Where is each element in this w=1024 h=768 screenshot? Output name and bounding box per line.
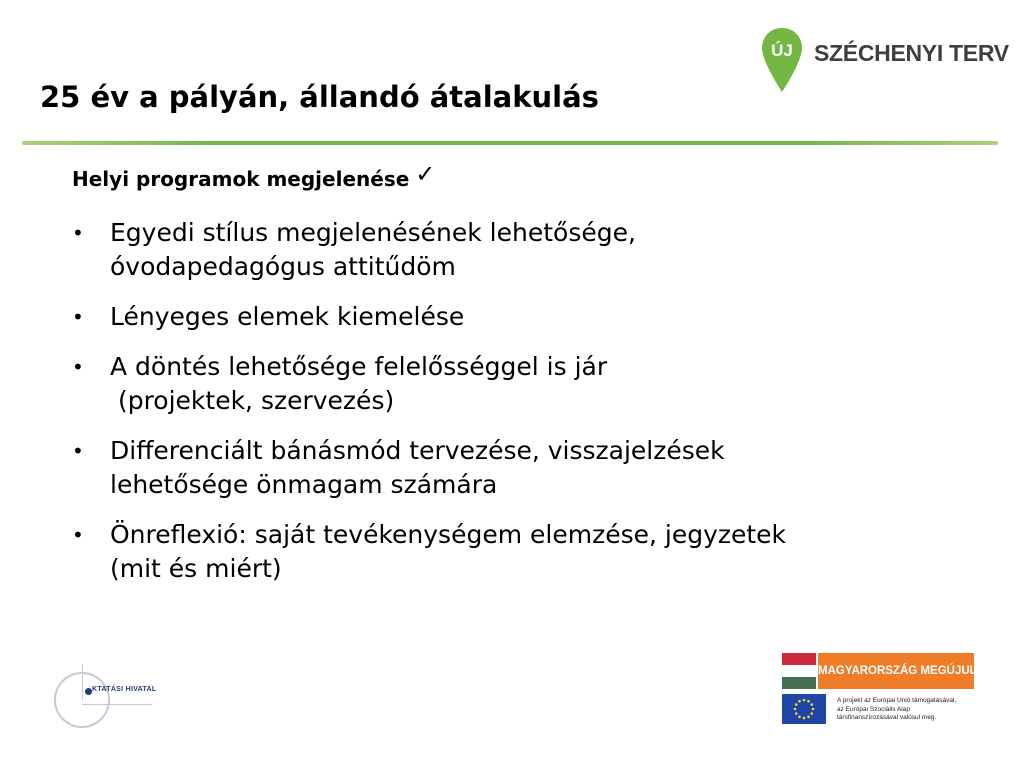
list-item xyxy=(70,350,980,418)
logo-vertical-line xyxy=(82,664,83,700)
eu-star-icon xyxy=(803,699,806,702)
location-pin-icon xyxy=(760,26,804,94)
szechenyi-terv-logo xyxy=(760,26,1009,96)
eu-star-icon xyxy=(812,708,815,711)
bullet-list xyxy=(70,216,980,602)
eu-star-icon xyxy=(807,700,810,703)
logo-dot-icon xyxy=(85,688,92,695)
title-divider xyxy=(22,141,998,145)
eu-star-icon xyxy=(810,712,813,715)
eu-star-icon xyxy=(795,703,798,706)
subheading-text: Helyi programok megjelenése xyxy=(72,167,410,191)
pin-text: ÚJ xyxy=(771,41,793,60)
list-item-line: • Önreflexió: saját tevékenységem elemzése, jegyzetek xyxy=(110,520,787,549)
oktatasi-hivatal-logo xyxy=(52,664,162,734)
checkmark-icon: ✓ xyxy=(415,160,436,188)
list-item xyxy=(70,216,980,284)
list-item-line: lehetősége önmagam számára xyxy=(110,470,498,499)
mm-banner-label: MAGYARORSZÁG MEGÚJUL xyxy=(818,653,974,689)
magyarorszag-megujul-banner xyxy=(782,653,977,689)
list-item-line: • A döntés lehetősége felelősséggel is jár xyxy=(110,352,608,381)
eu-funding-notice xyxy=(782,694,982,728)
list-item-line: • Egyedi stílus megjelenésének lehetősége, xyxy=(110,218,636,247)
eu-text-line: az Európai Szociális Alap xyxy=(837,705,910,713)
list-item-line: • Differenciált bánásmód tervezése, visszajelzések xyxy=(110,436,725,465)
list-item xyxy=(70,518,980,586)
list-item-line: (mit és miért) xyxy=(110,554,282,583)
list-item xyxy=(70,300,980,334)
subheading xyxy=(72,160,436,192)
eu-star-icon xyxy=(794,708,797,711)
eu-text-line: társfinanszírozásával valósul meg. xyxy=(837,714,937,721)
eu-funding-text xyxy=(837,697,956,723)
logo-horizontal-line xyxy=(82,704,152,705)
eu-star-icon xyxy=(798,715,801,718)
eu-star-icon xyxy=(803,717,806,720)
list-item xyxy=(70,434,980,502)
hungarian-flag-icon xyxy=(782,653,816,689)
eu-star-icon xyxy=(810,703,813,706)
slide-title: 25 év a pályán, állandó átalakulás xyxy=(40,80,599,114)
eu-star-icon xyxy=(795,712,798,715)
list-item-line: • Lényeges elemek kiemelése xyxy=(110,302,465,331)
oktatasi-logo-text: KTATÁSI HIVATAL xyxy=(92,686,157,693)
brand-text: SZÉCHENYI TERV xyxy=(814,40,1009,66)
eu-star-icon xyxy=(798,700,801,703)
eu-flag-icon xyxy=(782,694,826,724)
eu-star-icon xyxy=(807,715,810,718)
eu-text-line: A projekt az Európai Unió támogatásával, xyxy=(837,697,957,704)
list-item-line: óvodapedagógus attitűdöm xyxy=(110,252,456,281)
list-item-line: (projektek, szervezés) xyxy=(110,386,395,415)
